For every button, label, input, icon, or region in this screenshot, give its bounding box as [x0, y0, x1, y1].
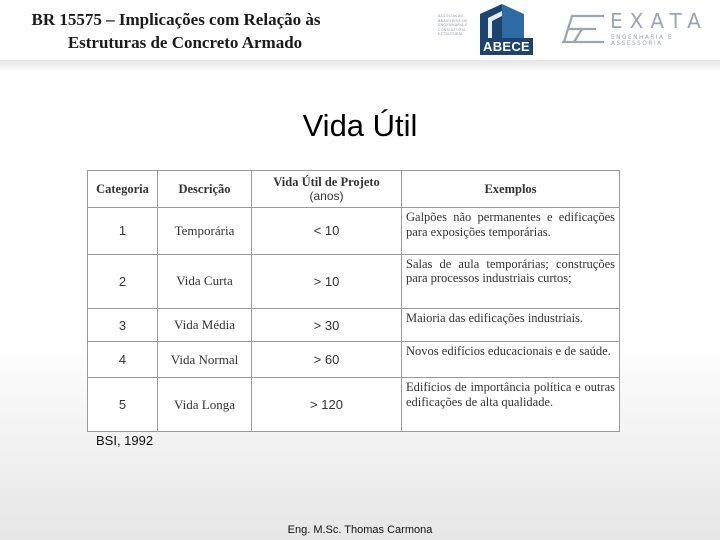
- exata-logo: [560, 10, 710, 50]
- exata-tagline: ENGENHARIA E ASSESSORIA: [611, 35, 674, 47]
- cell-vida-util: > 30: [252, 308, 402, 342]
- cell-categoria: 2: [88, 254, 158, 308]
- cell-exemplos: Novos edifícios educacionais e de saúde.: [402, 342, 620, 378]
- source-citation: BSI, 1992: [96, 433, 154, 448]
- cell-vida-util: > 10: [252, 254, 402, 308]
- cell-categoria: 4: [88, 342, 158, 378]
- table-row: [88, 308, 620, 342]
- column-header-vida-util-unit: (anos): [309, 189, 344, 203]
- table-row: [88, 378, 620, 432]
- cell-exemplos: Edifícios de importância política e outras edificações de alta qualidade.: [402, 378, 620, 432]
- cell-categoria: 3: [88, 308, 158, 342]
- cell-categoria: 1: [88, 208, 158, 255]
- table: [87, 170, 620, 432]
- service-life-table: [87, 170, 619, 432]
- slide-title: Vida Útil: [302, 108, 418, 143]
- exata-name: EXATA: [610, 9, 708, 33]
- cell-descricao: Temporária: [158, 208, 252, 255]
- cell-exemplos: Maioria das edificações industriais.: [402, 308, 620, 342]
- table-header-row: [88, 171, 620, 208]
- table-row: [88, 342, 620, 378]
- header-divider: [0, 60, 720, 72]
- column-header-exemplos: Exemplos: [402, 171, 620, 208]
- footer: [0, 524, 720, 536]
- abece-name: ABECE: [480, 38, 533, 55]
- cell-descricao: Vida Curta: [158, 254, 252, 308]
- cell-categoria: 5: [88, 378, 158, 432]
- column-header-categoria: Categoria: [88, 171, 158, 208]
- header-title-line2: Estruturas de Concreto Armado: [67, 33, 303, 52]
- abece-building-icon: [478, 4, 526, 38]
- footer-author: Eng. M.Sc. Thomas Carmona: [287, 524, 433, 536]
- header-title-line1: BR 15575 – Implicações com Relação às: [31, 10, 321, 29]
- cell-descricao: Vida Normal: [158, 342, 252, 378]
- cell-exemplos: Salas de aula temporárias; construções para processos industriais curtos;: [402, 254, 620, 308]
- cell-vida-util: < 10: [252, 208, 402, 255]
- column-header-vida-util-label: Vida Útil de Projeto: [273, 175, 380, 189]
- column-header-descricao: Descrição: [158, 171, 252, 208]
- cell-vida-util: > 60: [252, 342, 402, 378]
- header: [0, 0, 720, 60]
- table-row: [88, 208, 620, 255]
- abece-tagline: ASSOCIAÇÃO BRASILEIRA DE ENGENHARIA E CONSULTORIA ESTRUTURAL: [438, 14, 468, 37]
- cell-vida-util: > 120: [252, 378, 402, 432]
- cell-descricao: Vida Longa: [158, 378, 252, 432]
- exata-mark-icon: [560, 12, 606, 44]
- cell-descricao: Vida Média: [158, 308, 252, 342]
- table-row: [88, 254, 620, 308]
- cell-exemplos: Galpões não permanentes e edificações para exposições temporárias.: [402, 208, 620, 255]
- column-header-vida-util: [252, 171, 402, 208]
- header-title: [0, 8, 370, 54]
- abece-logo: [438, 4, 531, 54]
